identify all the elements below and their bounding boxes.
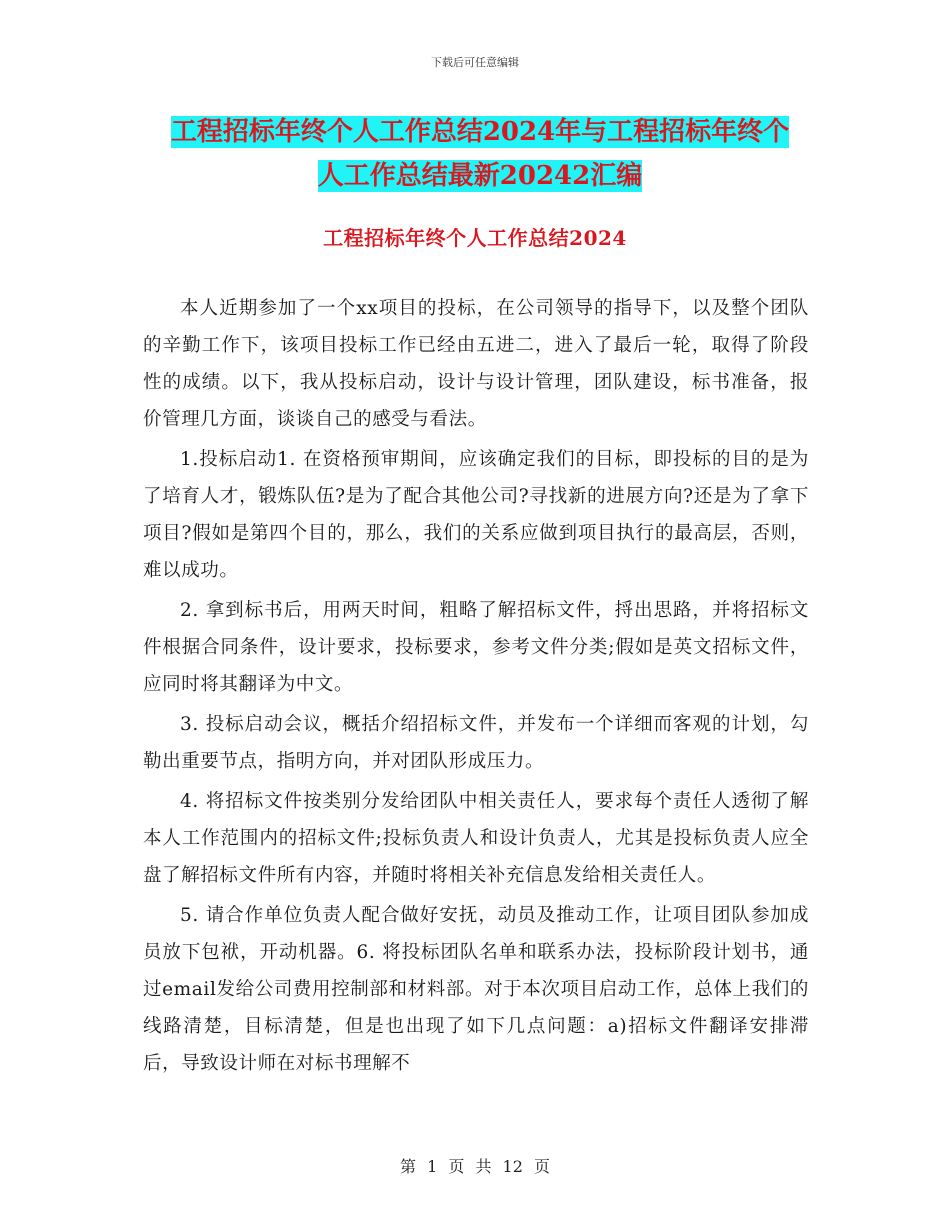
- paragraph: 5. 请合作单位负责人配合做好安抚，动员及推动工作，让项目团队参加成员放下包袱，开动机器。6. 将投标团队名单和联系办法，投标阶段计划书，通过email发给公司费用控制部和材料部。对于本次项目启动工作，总体上我们的线路清楚，目标清楚，但是也出现了如下几点问题：a)招标文件翻译安排滞后，导致设计师在对标书理解不: [143, 905, 809, 1074]
- document-body: [143, 290, 809, 1085]
- title-line-2: 人工作总结最新20242汇编: [317, 161, 643, 191]
- paragraph: 3. 投标启动会议，概括介绍招标文件，并发布一个详细而客观的计划，勾勒出重要节点，指明方向，并对团队形成压力。: [143, 714, 809, 772]
- header-note: 下载后可任意编辑: [431, 56, 519, 69]
- document-title: [140, 110, 820, 198]
- page-indicator: 第 1 页 共 12 页: [400, 1157, 550, 1176]
- paragraph: 4. 将招标文件按类别分发给团队中相关责任人，要求每个责任人透彻了解本人工作范围内的招标文件;投标负责人和设计负责人，尤其是投标负责人应全盘了解招标文件所有内容，并随时将相关补充信息发给相关责任人。: [143, 791, 809, 886]
- paragraph: 本人近期参加了一个xx项目的投标，在公司领导的指导下，以及整个团队的辛勤工作下，该项目投标工作已经由五进二，进入了最后一轮，取得了阶段性的成绩。以下，我从投标启动，设计与设计管理，团队建设，标书准备，报价管理几方面，谈谈自己的感受与看法。: [143, 298, 809, 430]
- paragraph: 1.投标启动1. 在资格预审期间，应该确定我们的目标，即投标的目的是为了培育人才，锻炼队伍?是为了配合其他公司?寻找新的进展方向?还是为了拿下项目?假如是第四个目的，那么，我们的关系应做到项目执行的最高层，否则，难以成功。: [143, 449, 809, 581]
- paragraph: 2. 拿到标书后，用两天时间，粗略了解招标文件，捋出思路，并将招标文件根据合同条件，设计要求，投标要求，参考文件分类;假如是英文招标文件，应同时将其翻译为中文。: [143, 600, 809, 695]
- section-title: 工程招标年终个人工作总结2024: [323, 226, 627, 250]
- title-line-1: 工程招标年终个人工作总结2024年与工程招标年终个: [170, 117, 790, 147]
